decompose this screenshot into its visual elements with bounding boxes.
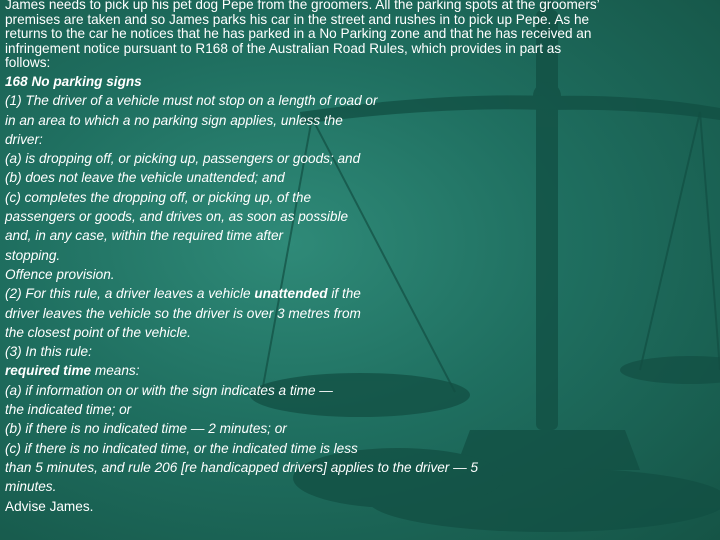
scenario-line: returns to the car he notices that he has parked in a No Parking zone and that he has received an (5, 26, 592, 42)
rule-line: and, in any case, within the required time after (5, 228, 284, 244)
rule-heading: 168 No parking signs (5, 73, 142, 89)
rule-line-unattended (5, 284, 717, 303)
rule-line: in an area to which a no parking sign applies, unless the (5, 112, 343, 128)
rule-line: (a) is dropping off, or picking up, passengers or goods; and (5, 151, 361, 167)
rule-line: passengers or goods, and drives on, as soon as possible (5, 209, 349, 225)
rule-line: than 5 minutes, and rule 206 [re handicapped drivers] applies to the driver — 5 (5, 459, 479, 475)
rule-text: (2) For this rule, a driver leaves a vehicle (5, 286, 255, 302)
rule-line: stopping. (5, 247, 61, 263)
rule-line: Offence provision. (5, 266, 115, 282)
rule-line: the closest point of the vehicle. (5, 324, 191, 340)
rule-text: means: (91, 363, 140, 379)
rule-line: (a) if information on or with the sign indicates a time — (5, 382, 333, 398)
rule-line: (3) In this rule: (5, 344, 92, 360)
rule-line: the indicated time; or (5, 402, 132, 418)
rule-line-definition (5, 361, 717, 380)
closing-question: Advise James. (5, 498, 94, 514)
defined-term-required-time: required time (5, 363, 92, 379)
rule-line: (b) does not leave the vehicle unattended; and (5, 170, 285, 186)
rule-line: (1) The driver of a vehicle must not stop on a length of road or (5, 93, 378, 109)
rule-text: if the (327, 286, 361, 302)
rule-line: minutes. (5, 479, 57, 495)
scenario-paragraph (5, 0, 717, 71)
scenario-line: premises are taken and so James parks his car in the street and rushes in to pick up Pepe. As he (5, 11, 590, 27)
scenario-line: infringement notice pursuant to R168 of the Australian Road Rules, which provides in part as (5, 40, 562, 56)
slide-text-block (5, 0, 717, 516)
rule-line: (c) if there is no indicated time, or the indicated time is less (5, 440, 358, 456)
rule-line: driver leaves the vehicle so the driver is over 3 metres from (5, 305, 361, 321)
scenario-line: follows: (5, 55, 51, 71)
rule-168-excerpt (5, 72, 717, 497)
rule-line: (c) completes the dropping off, or picking up, of the (5, 189, 312, 205)
defined-term-unattended: unattended (254, 286, 328, 302)
rule-line: (b) if there is no indicated time — 2 minutes; or (5, 421, 287, 437)
scenario-line: James needs to pick up his pet dog Pepe from the groomers. All the parking spots at the groomers’ (5, 0, 600, 12)
rule-line: driver: (5, 131, 43, 147)
